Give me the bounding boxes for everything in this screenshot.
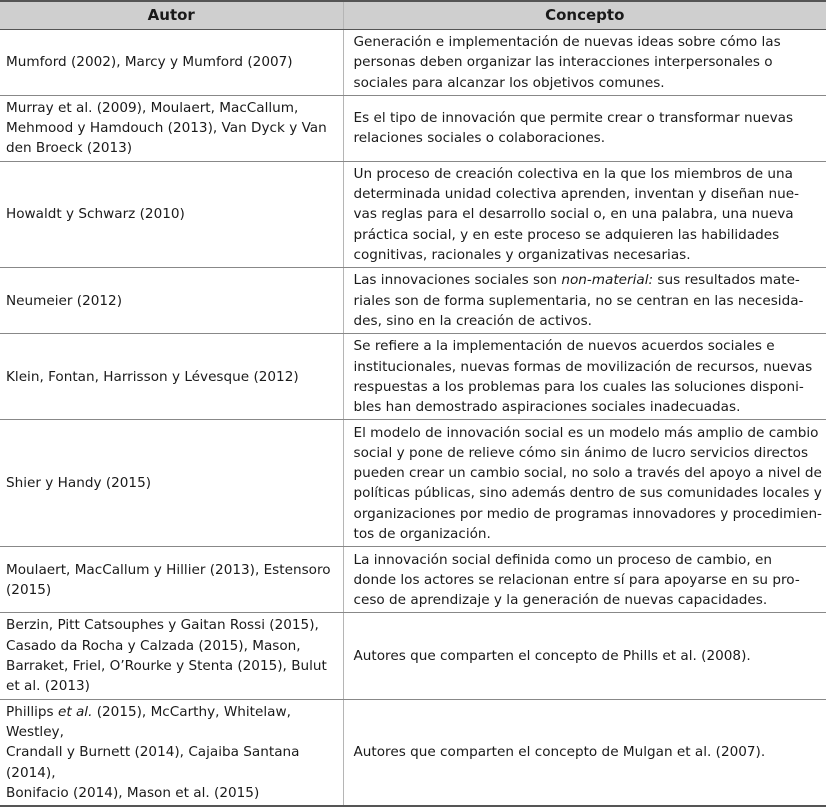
author-cell: Mumford (2002), Marcy y Mumford (2007) — [0, 30, 343, 96]
table-row — [0, 161, 826, 267]
table-row — [0, 613, 826, 699]
table-row — [0, 699, 826, 806]
table-row — [0, 420, 826, 547]
table-row — [0, 334, 826, 420]
concept-cell: El modelo de innovación social es un modelo más amplio de cambio social y pone de relieve cómo sin ánimo de lucro servicios directos pueden crear un cambio social, no solo a través del apoyo a nivel de políticas públicas, sino además dentro de sus comunidades locales y organizaciones por medio de programas innovadores y procedimien- tos de organización. — [343, 420, 826, 547]
concept-cell: Se refiere a la implementación de nuevos acuerdos sociales e institucionales, nuevas formas de movilización de recursos, nuevas respuestas a los problemas para los cuales las soluciones disponi- bles han demostrado aspiraciones sociales inadecuadas. — [343, 334, 826, 420]
author-cell: Moulaert, MacCallum y Hillier (2013), Estensoro (2015) — [0, 547, 343, 613]
concept-cell: Autores que comparten el concepto de Mulgan et al. (2007). — [343, 699, 826, 806]
concept-cell: La innovación social definida como un proceso de cambio, en donde los actores se relacionan entre sí para apoyarse en su pro- ceso de aprendizaje y la generación de nuevas capacidades. — [343, 547, 826, 613]
header-author: Autor — [0, 1, 343, 30]
table-row — [0, 95, 826, 161]
concept-cell: Un proceso de creación colectiva en la que los miembros de una determinada unidad colectiva aprenden, inventan y diseñan nue- vas reglas para el desarrollo social o, en una palabra, una nueva práctica social, y en este proceso se adquieren las habilidades cognitivas, racionales y organizativas necesarias. — [343, 161, 826, 267]
author-cell: Howaldt y Schwarz (2010) — [0, 161, 343, 267]
table-row — [0, 547, 826, 613]
author-cell: Murray et al. (2009), Moulaert, MacCallum, Mehmood y Hamdouch (2013), Van Dyck y Van den Broeck (2013) — [0, 95, 343, 161]
author-cell: Klein, Fontan, Harrisson y Lévesque (2012) — [0, 334, 343, 420]
table-row — [0, 30, 826, 96]
author-cell: Shier y Handy (2015) — [0, 420, 343, 547]
concept-cell: Las innovaciones sociales son non-material: sus resultados mate- riales son de forma suplementaria, no se centran en las necesida- des, sino en la creación de activos. — [343, 268, 826, 334]
author-cell: Neumeier (2012) — [0, 268, 343, 334]
author-cell: Berzin, Pitt Catsouphes y Gaitan Rossi (2015), Casado da Rocha y Calzada (2015), Mason, Barraket, Friel, O’Rourke y Stenta (2015), Bulut et al. (2013) — [0, 613, 343, 699]
concept-cell: Autores que comparten el concepto de Phills et al. (2008). — [343, 613, 826, 699]
concept-cell: Es el tipo de innovación que permite crear o transformar nuevas relaciones sociales o colaboraciones. — [343, 95, 826, 161]
header-concept: Concepto — [343, 1, 826, 30]
table-row — [0, 268, 826, 334]
table-header-row — [0, 1, 826, 30]
author-cell: Phillips et al. (2015), McCarthy, Whitelaw, Westley, Crandall y Burnett (2014), Cajaiba Santana (2014), Bonifacio (2014), Mason et al. (2015) — [0, 699, 343, 806]
concept-cell: Generación e implementación de nuevas ideas sobre cómo las personas deben organizar las interacciones interpersonales o sociales para alcanzar los objetivos comunes. — [343, 30, 826, 96]
